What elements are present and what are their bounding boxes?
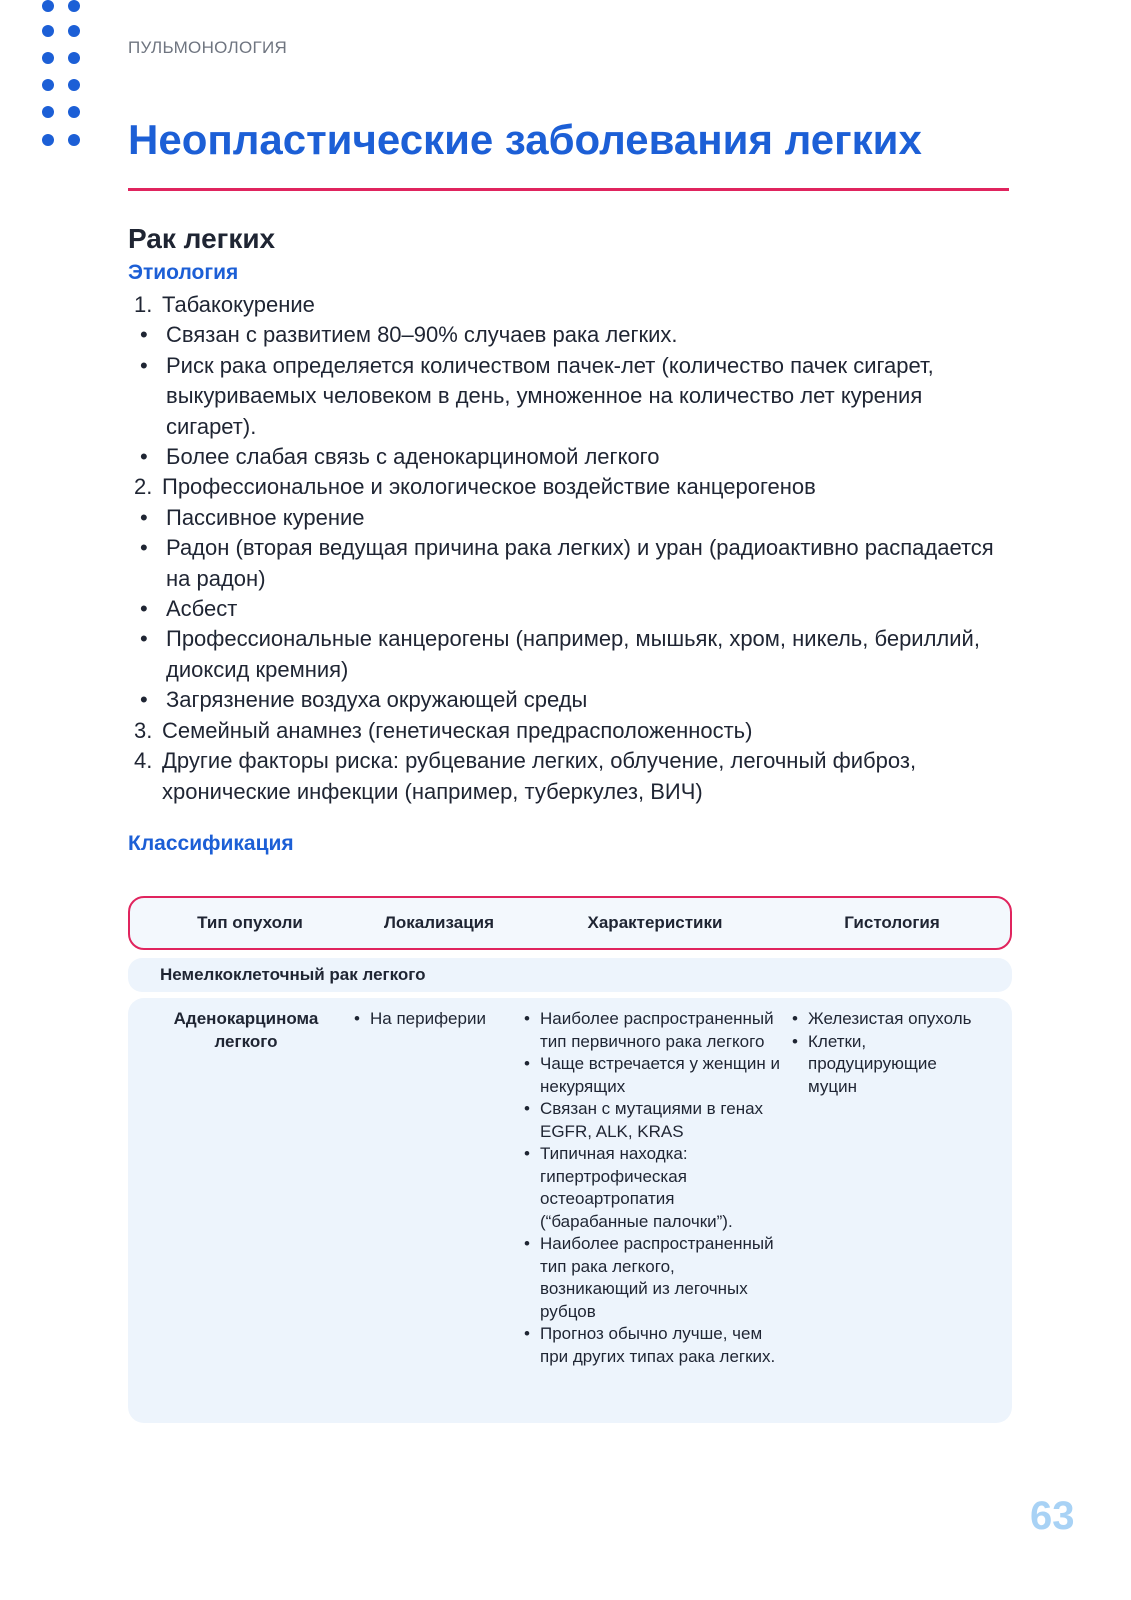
numbered-list-item: [128, 746, 1008, 807]
decorative-dots: [38, 0, 88, 160]
numbered-list-item: [128, 472, 1008, 502]
section-label: ПУЛЬМОНОЛОГИЯ: [128, 38, 288, 57]
bullet-list-item: • Связан с развитием 80–90% случаев рака легких.: [128, 320, 1008, 350]
cell-histology: [790, 1008, 990, 1098]
column-header-histology: Гистология: [844, 913, 940, 932]
cell-bullet-item: • Клетки, продуцирующие муцин: [790, 1031, 990, 1099]
list-number: 3.: [134, 717, 153, 743]
title-divider: [128, 188, 1009, 191]
list-item-text: Табакокурение: [162, 292, 315, 317]
classification-heading: Классификация: [128, 831, 294, 855]
tumor-type-line: Аденокарцинома: [173, 1009, 319, 1028]
bullet-list-item: • Радон (вторая ведущая причина рака легких) и уран (радиоактивно распадается на радон): [128, 533, 1008, 594]
column-header-characteristics: Характеристики: [587, 913, 723, 932]
cell-characteristics: [522, 1008, 784, 1368]
cell-bullet-item: • Прогноз обычно лучше, чем при других типах рака легких.: [522, 1323, 784, 1368]
main-content: [128, 220, 1008, 859]
cell-bullet-item: • Железистая опухоль: [790, 1008, 990, 1031]
cell-bullet-item: • На периферии: [352, 1008, 522, 1031]
bullet-list-item: • Профессиональные канцерогены (например, мышьяк, хром, никель, бериллий, диоксид кремния): [128, 624, 1008, 685]
table-group-row: Немелкоклеточный рак легкого: [128, 958, 1012, 992]
column-header-localization: Локализация: [383, 913, 495, 932]
column-header-tumor-type: Тип опухоли: [197, 913, 303, 932]
list-item-text: Семейный анамнез (генетическая предрасположенность): [162, 717, 753, 743]
tumor-type-line: легкого: [214, 1031, 278, 1051]
list-item-text: Профессиональное и экологическое воздействие канцерогенов: [162, 474, 816, 500]
bullet-list-item: • Более слабая связь с аденокарциномой легкого: [128, 442, 1008, 472]
classification-table: [128, 896, 1012, 1423]
list-item-text: Другие факторы риска: рубцевание легких, облучение, легочный фиброз, хронические инфекции (например, туберкулез, ВИЧ): [162, 748, 917, 804]
page-number: 63: [1030, 1494, 1075, 1538]
cell-bullet-item: • Связан с мутациями в генах EGFR, ALK, KRAS: [522, 1098, 784, 1143]
page-title: Неопластические заболевания легких: [128, 116, 922, 163]
cell-bullet-item: • Типичная находка: гипертрофическая остеоартропатия (“барабанные палочки”).: [522, 1143, 784, 1233]
cell-bullet-item: • Наиболее распространенный тип рака легкого, возникающий из легочных рубцов: [522, 1233, 784, 1323]
cell-localization: [352, 1008, 522, 1031]
numbered-list-item: [128, 290, 1008, 320]
list-number: 1.: [134, 292, 153, 317]
section-heading: Рак легких: [128, 223, 276, 254]
table-row: [128, 998, 1012, 1423]
list-number: 2.: [134, 474, 153, 500]
numbered-list-item: [128, 716, 1008, 746]
list-number: 4.: [134, 748, 153, 774]
etiology-heading: Этиология: [128, 261, 239, 284]
bullet-list-item: • Риск рака определяется количеством пачек-лет (количество пачек сигарет, выкуриваемых человеком в день, умноженное на количество лет курения сигарет).: [128, 351, 1008, 442]
cell-bullet-item: • Наиболее распространенный тип первичного рака легкого: [522, 1008, 784, 1053]
etiology-list: [128, 290, 1008, 807]
bullet-list-item: • Асбест: [128, 594, 1008, 624]
cell-bullet-item: • Чаще встречается у женщин и некурящих: [522, 1053, 784, 1098]
bullet-list-item: • Загрязнение воздуха окружающей среды: [128, 685, 1008, 715]
table-header: [128, 896, 1012, 950]
cell-tumor-type: [156, 1008, 336, 1053]
bullet-list-item: • Пассивное курение: [128, 503, 1008, 533]
